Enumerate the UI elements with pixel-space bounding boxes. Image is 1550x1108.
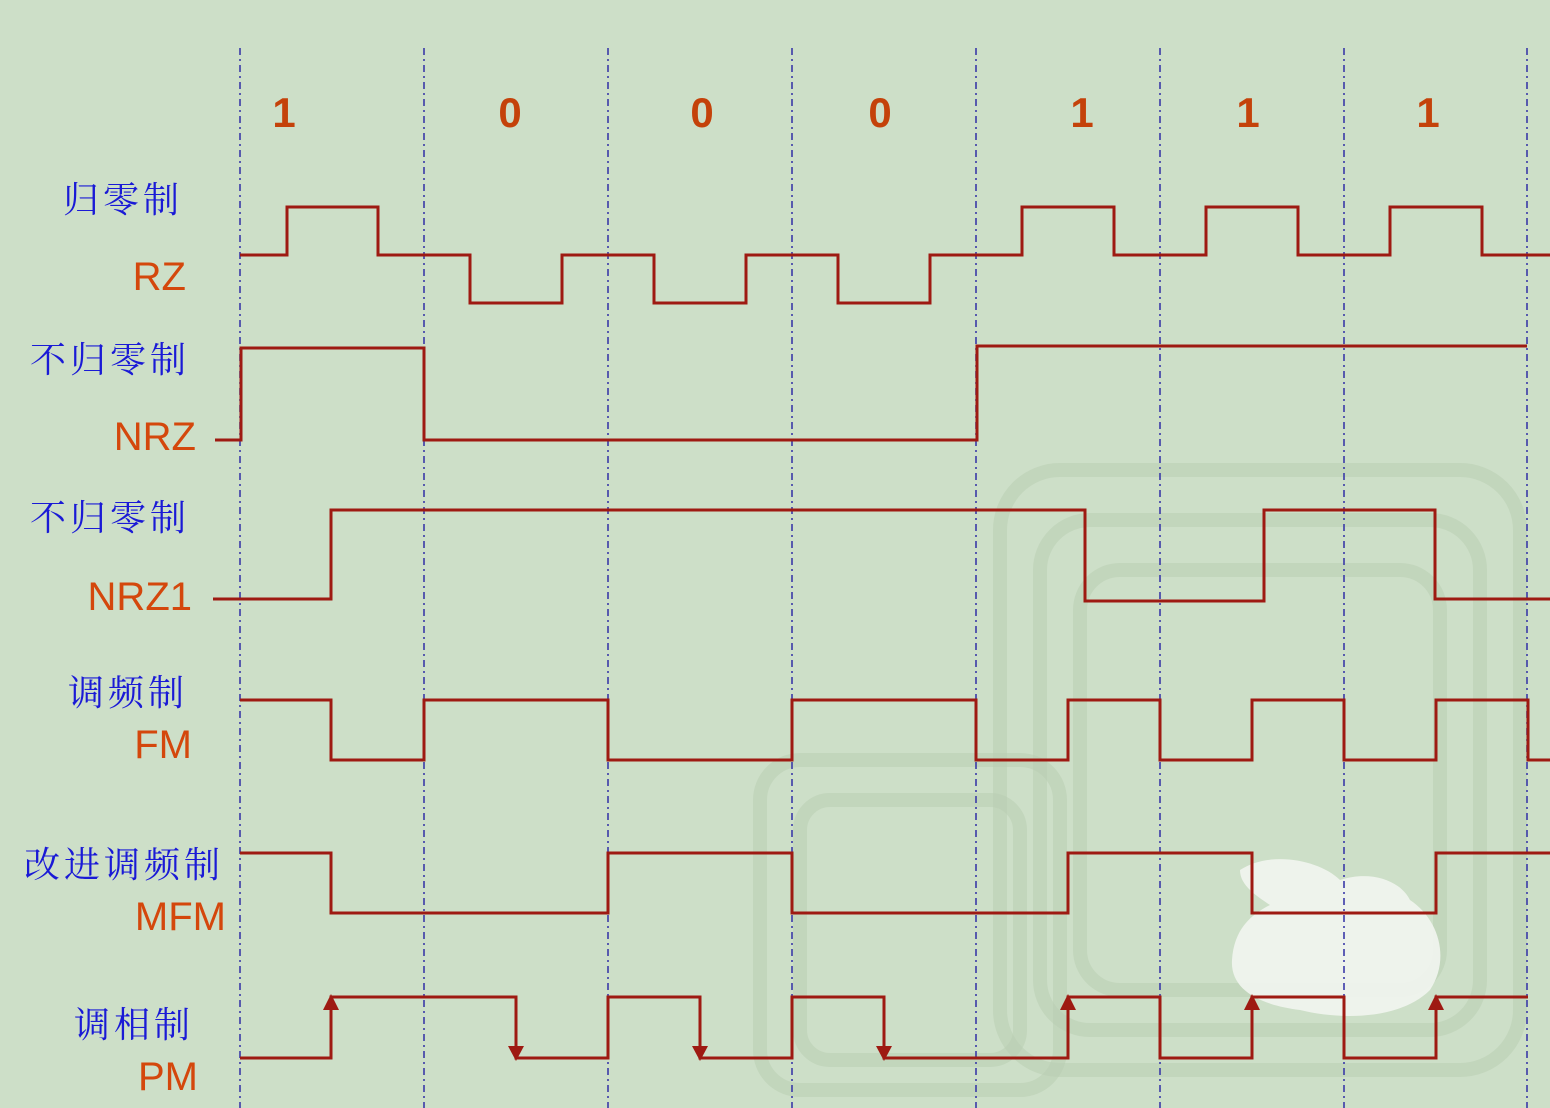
pm-label-en: PM <box>138 1055 198 1099</box>
bit-value: 0 <box>690 89 714 136</box>
bit-value: 0 <box>498 89 522 136</box>
bit-value: 1 <box>1070 89 1094 136</box>
mfm-label-en: MFM <box>134 895 226 939</box>
bit-value: 0 <box>868 89 892 136</box>
dragon-emblem-icon <box>1232 859 1440 1016</box>
nrz1-label-cn: 不归零制 <box>29 498 190 539</box>
nrz-waveform <box>215 346 1527 440</box>
rz-waveform <box>240 207 1550 303</box>
fm-waveform <box>240 700 1550 760</box>
bit-value: 1 <box>272 89 296 136</box>
fm-label-en: FM <box>134 723 192 767</box>
mfm-label-cn: 改进调频制 <box>23 845 224 886</box>
fm-label-cn: 调频制 <box>67 673 188 714</box>
bit-values-header <box>272 89 1439 136</box>
row-labels <box>24 180 226 1099</box>
pm-label-cn: 调相制 <box>73 1005 194 1046</box>
rz-label-en: RZ <box>132 255 186 299</box>
rz-label-cn: 归零制 <box>62 180 183 221</box>
bit-value: 1 <box>1236 89 1260 136</box>
bit-value: 1 <box>1416 89 1440 136</box>
nrz-label-cn: 不归零制 <box>29 340 190 381</box>
nrz-label-en: NRZ <box>113 415 196 459</box>
nrz1-label-en: NRZ1 <box>87 575 192 619</box>
